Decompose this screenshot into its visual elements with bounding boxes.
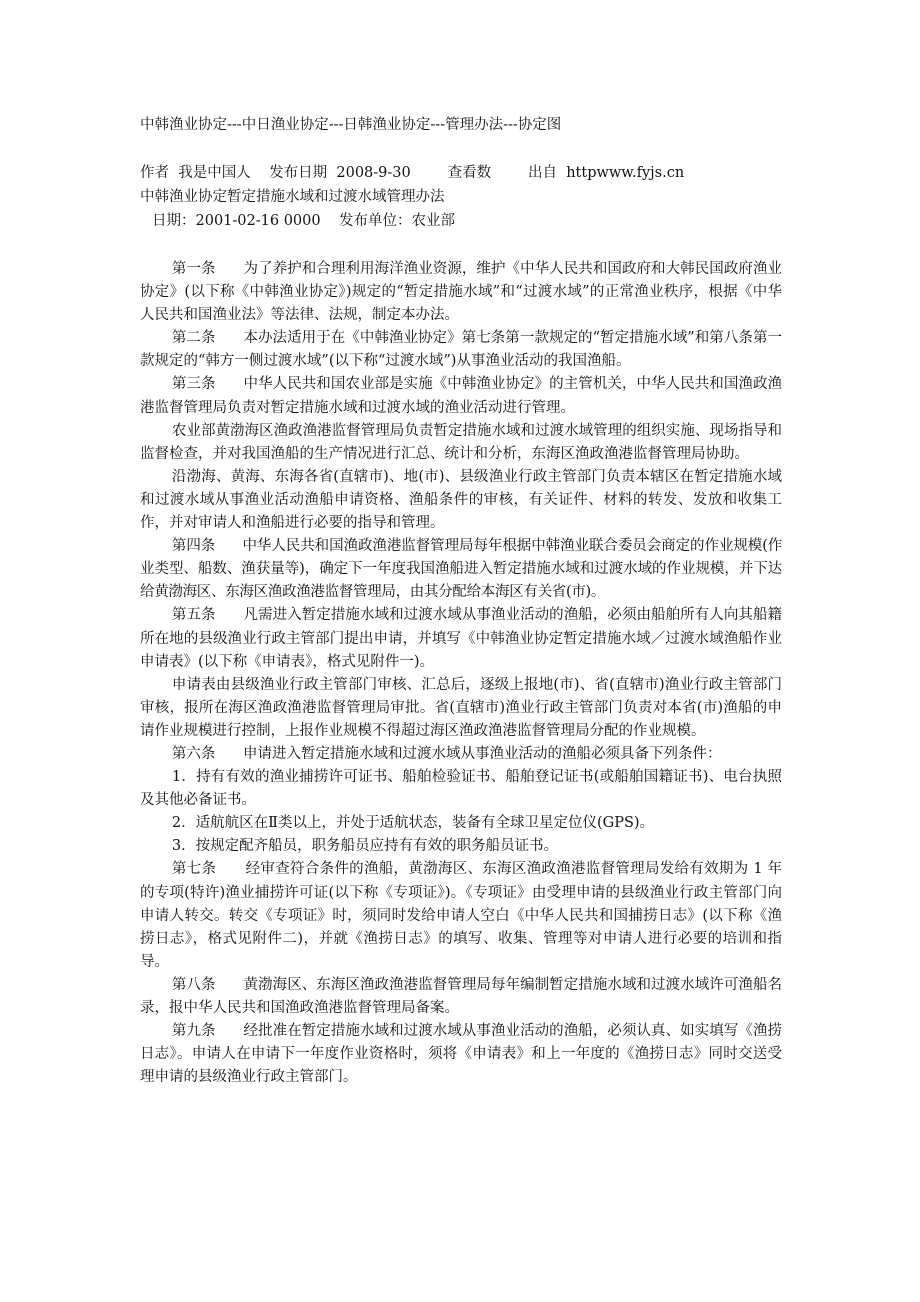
paragraph-article-5: 第五条 凡需进入暂定措施水域和过渡水域从事渔业活动的渔船，必须由船舶所有人向其船籍所在地的县级渔业行政主管部门提出申请，并填写《中韩渔业协定暂定措施水域／过渡水域渔船作业申请表》(以下称《申请表》，格式见附件一)。	[140, 607, 782, 670]
paragraph-article-6-item-3: 3．按规定配齐船员，职务船员应持有有效的职务船员证书。	[171, 838, 559, 855]
paragraph-article-6-item-2: 2．适航航区在Ⅱ类以上，并处于适航状态，装备有全球卫星定位仪(GPS)。	[171, 815, 655, 832]
paragraph-article-7: 第七条 经审查符合条件的渔船，黄渤海区、东海区渔政渔港监督管理局发给有效期为 1 年的专项(特许)渔业捕捞许可证(以下称《专项证》)。《专项证》由受理申请的县级渔业行政主管部门向申请人转交。转交《专项证》时，须同时发给申请人空白《中华人民共和国捕捞日志》(以下称《渔捞日志》，格式见附件二)，并就《渔捞日志》的填写、收集、管理等对申请人进行必要的培训和指导。	[140, 861, 782, 970]
paragraph-article-6-item-1: 1．持有有效的渔业捕捞许可证书、船舶检验证书、船舶登记证书(或船舶国籍证书)、电台执照及其他必备证书。	[140, 769, 782, 809]
document-meta: 作者 我是中国人 发布日期 2008-9-30 查看数 出自 httpwww.fyjs.cn	[140, 165, 685, 181]
document-body	[140, 258, 782, 1089]
paragraph-article-5-part-2: 申请表由县级渔业行政主管部门审核、汇总后，逐级上报地(市)、省(直辖市)渔业行政主管部门审核，报所在海区渔政渔港监督管理局审批。省(直辖市)渔业行政主管部门负责对本省(市)渔船的申请作业规模进行控制，上报作业规模不得超过海区渔政渔港监督管理局分配的作业规模。	[140, 676, 782, 739]
document-dateline: 日期：2001-02-16 0000 发布单位：农业部	[152, 213, 456, 229]
paragraph-article-8: 第八条 黄渤海区、东海区渔政渔港监督管理局每年编制暂定措施水域和过渡水域许可渔船名录，报中华人民共和国渔政渔港监督管理局备案。	[140, 976, 782, 1016]
document-subtitle: 中韩渔业协定暂定措施水域和过渡水域管理办法	[140, 189, 445, 205]
paragraph-article-9: 第九条 经批准在暂定措施水域和过渡水域从事渔业活动的渔船，必须认真、如实填写《渔捞日志》。申请人在申请下一年度作业资格时，须将《申请表》和上一年度的《渔捞日志》同时交送受理申请的县级渔业行政主管部门。	[140, 1023, 782, 1086]
paragraph-article-3: 第三条 中华人民共和国农业部是实施《中韩渔业协定》的主管机关，中华人民共和国渔政渔港监督管理局负责对暂定措施水域和过渡水域的渔业活动进行管理。	[140, 376, 782, 416]
paragraph-article-3-part-2: 农业部黄渤海区渔政渔港监督管理局负责暂定措施水域和过渡水域管理的组织实施、现场指导和监督检查，并对我国渔船的生产情况进行汇总、统计和分析，东海区渔政渔港监督管理局协助。	[140, 422, 782, 462]
paragraph-article-1: 第一条 为了养护和合理利用海洋渔业资源，维护《中华人民共和国政府和大韩民国政府渔业协定》(以下称《中韩渔业协定》)规定的“暂定措施水域”和“过渡水域”的正常渔业秩序，根据《中华人民共和国渔业法》等法律、法规，制定本办法。	[140, 261, 782, 324]
paragraph-article-4: 第四条 中华人民共和国渔政渔港监督管理局每年根据中韩渔业联合委员会商定的作业规模(作业类型、船数、渔获量等)，确定下一年度我国渔船进入暂定措施水域和过渡水域的作业规模，并下达给黄渤海区、东海区渔政渔港监督管理局，由其分配给本海区有关省(市)。	[140, 538, 782, 601]
paragraph-article-6: 第六条 申请进入暂定措施水域和过渡水域从事渔业活动的渔船必须具备下列条件：	[171, 745, 722, 762]
paragraph-article-2: 第二条 本办法适用于在《中韩渔业协定》第七条第一款规定的“暂定措施水域”和第八条第一款规定的“韩方一侧过渡水域”(以下称“过渡水域”)从事渔业活动的我国渔船。	[140, 330, 782, 370]
paragraph-article-3-part-3: 沿渤海、黄海、东海各省(直辖市)、地(市)、县级渔业行政主管部门负责本辖区在暂定措施水域和过渡水域从事渔业活动渔船申请资格、渔船条件的审核，有关证件、材料的转发、发放和收集工作，并对审请人和渔船进行必要的指导和管理。	[140, 468, 782, 532]
document-title: 中韩渔业协定---中日渔业协定---日韩渔业协定---管理办法---协定图	[140, 117, 562, 133]
